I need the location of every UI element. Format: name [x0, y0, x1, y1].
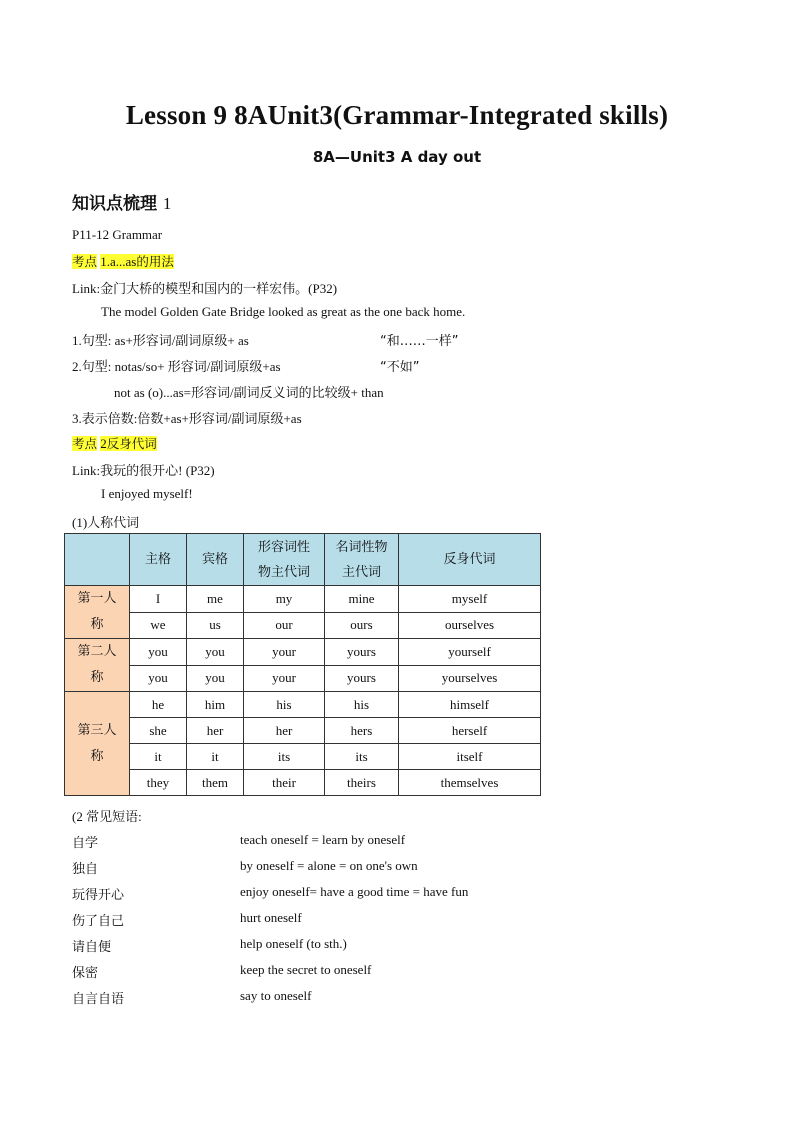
header-noun-line1: 名词性物: [335, 539, 388, 555]
section-heading: [72, 189, 171, 214]
table-cell: myself: [399, 586, 541, 613]
header-noun-possessive: [325, 534, 399, 586]
table-cell: yours: [325, 665, 399, 692]
point1-rule1-meaning: “和……一样”: [380, 334, 459, 349]
table-cell: theirs: [325, 770, 399, 796]
person-third-line2: 称: [90, 748, 104, 764]
table-cell: themselves: [399, 770, 541, 796]
table-cell: I: [130, 586, 187, 613]
phrase-cn: 请自便: [72, 940, 112, 955]
point2-sub1: (1)人称代词: [72, 515, 140, 530]
table-cell: you: [130, 665, 187, 692]
phrase-cn: 保密: [72, 966, 99, 981]
table-cell: his: [325, 692, 399, 718]
table-row: [65, 612, 541, 639]
table-cell: her: [244, 718, 325, 744]
table-cell: it: [130, 744, 187, 770]
header-empty: [65, 534, 130, 586]
point1-label: [72, 252, 174, 270]
point1-rule2-meaning: “不如”: [380, 360, 420, 375]
point2-link: Link:我玩的很开心! (P32): [72, 463, 215, 478]
page-subtitle: 8A—Unit3 A day out: [312, 148, 482, 166]
table-cell: you: [130, 639, 187, 666]
person-second-line2: 称: [90, 670, 104, 685]
phrase-en: help oneself (to sth.): [240, 936, 347, 951]
person-third-line1: 第三人: [77, 722, 117, 738]
header-reflexive: 反身代词: [399, 534, 541, 586]
header-adj-line2: 物主代词: [257, 564, 310, 580]
table-cell: he: [130, 692, 187, 718]
point1-label-rest: 1.a...as: [100, 254, 137, 269]
table-cell: ours: [325, 612, 399, 639]
table-row: [65, 692, 541, 718]
point1-rule2-alt: not as (o)...as=形容词/副词反义词的比较级+ than: [114, 385, 384, 400]
phrase-cn: 自学: [72, 836, 99, 851]
header-adj-possessive: [244, 534, 325, 586]
person-second: [65, 639, 130, 692]
person-first: [65, 586, 130, 639]
table-row: [65, 639, 541, 666]
table-cell: her: [187, 718, 244, 744]
table-cell: me: [187, 586, 244, 613]
phrase-en: hurt oneself: [240, 910, 302, 925]
point2-example: I enjoyed myself!: [101, 486, 193, 501]
table-cell: we: [130, 612, 187, 639]
header-subject: 主格: [130, 534, 187, 586]
table-row: [65, 586, 541, 613]
section-heading-text: 知识点梳理: [72, 194, 157, 214]
table-cell: our: [244, 612, 325, 639]
phrase-cn: 玩得开心: [72, 888, 125, 903]
section-heading-number: 1: [162, 194, 172, 213]
table-cell: itself: [399, 744, 541, 770]
point1-rule3: 3.表示倍数:倍数+as+形容词/副词原级+as: [72, 411, 302, 426]
point1-label-tail: 的用法: [136, 254, 174, 269]
page-title: Lesson 9 8AUnit3(Grammar-Integrated skills): [125, 100, 669, 130]
table-row: [65, 744, 541, 770]
table-row: [65, 770, 541, 796]
table-cell: them: [187, 770, 244, 796]
phrase-en: say to oneself: [240, 988, 312, 1003]
phrase-en: teach oneself = learn by oneself: [240, 832, 406, 847]
table-cell: ourselves: [399, 612, 541, 639]
table-cell: she: [130, 718, 187, 744]
table-cell: his: [244, 692, 325, 718]
table-cell: they: [130, 770, 187, 796]
table-row: [65, 665, 541, 692]
point2-label-cn: 考点: [72, 436, 98, 451]
table-cell: yours: [325, 639, 399, 666]
phrase-cn: 自言自语: [72, 992, 125, 1007]
table-cell: its: [325, 744, 399, 770]
header-object: 宾格: [187, 534, 244, 586]
phrase-en: by oneself = alone = on one's own: [240, 858, 418, 873]
table-cell: you: [187, 639, 244, 666]
table-cell: himself: [399, 692, 541, 718]
pronoun-table: [64, 533, 541, 796]
phrase-en: keep the secret to oneself: [240, 962, 372, 977]
phrase-cn: 独自: [72, 862, 99, 877]
person-first-line2: 称: [90, 617, 104, 632]
table-cell: your: [244, 665, 325, 692]
table-header-row: [65, 534, 541, 586]
point1-rule2: 2.句型: notas/so+ 形容词/副词原级+as: [72, 359, 281, 374]
table-cell: its: [244, 744, 325, 770]
table-cell: it: [187, 744, 244, 770]
header-adj-line1: 形容词性: [257, 539, 310, 555]
table-row: [65, 718, 541, 744]
table-cell: yourself: [399, 639, 541, 666]
person-second-line1: 第二人: [77, 644, 117, 659]
table-cell: my: [244, 586, 325, 613]
point2-label-rest: 2: [100, 436, 107, 451]
table-cell: yourselves: [399, 665, 541, 692]
phrase-en: enjoy oneself= have a good time = have fun: [240, 884, 469, 899]
point2-label: [72, 434, 157, 452]
table-cell: mine: [325, 586, 399, 613]
phrases-heading: (2 常见短语:: [72, 809, 142, 824]
table-cell: you: [187, 665, 244, 692]
point2-label-tail: 反身代词: [106, 436, 157, 451]
table-cell: us: [187, 612, 244, 639]
person-first-line1: 第一人: [77, 591, 117, 606]
table-cell: hers: [325, 718, 399, 744]
table-cell: your: [244, 639, 325, 666]
phrase-cn: 伤了自己: [72, 914, 125, 929]
table-cell: their: [244, 770, 325, 796]
point1-example: The model Golden Gate Bridge looked as great as the one back home.: [101, 304, 466, 319]
point1-label-cn: 考点: [72, 254, 98, 269]
table-cell: him: [187, 692, 244, 718]
table-cell: herself: [399, 718, 541, 744]
pages-label: P11-12 Grammar: [72, 227, 163, 242]
point1-rule1: 1.句型: as+形容词/副词原级+ as: [72, 333, 249, 348]
person-third: [65, 692, 130, 796]
point1-link: Link:金门大桥的模型和国内的一样宏伟。(P32): [72, 281, 338, 296]
header-noun-line2: 主代词: [341, 564, 381, 580]
